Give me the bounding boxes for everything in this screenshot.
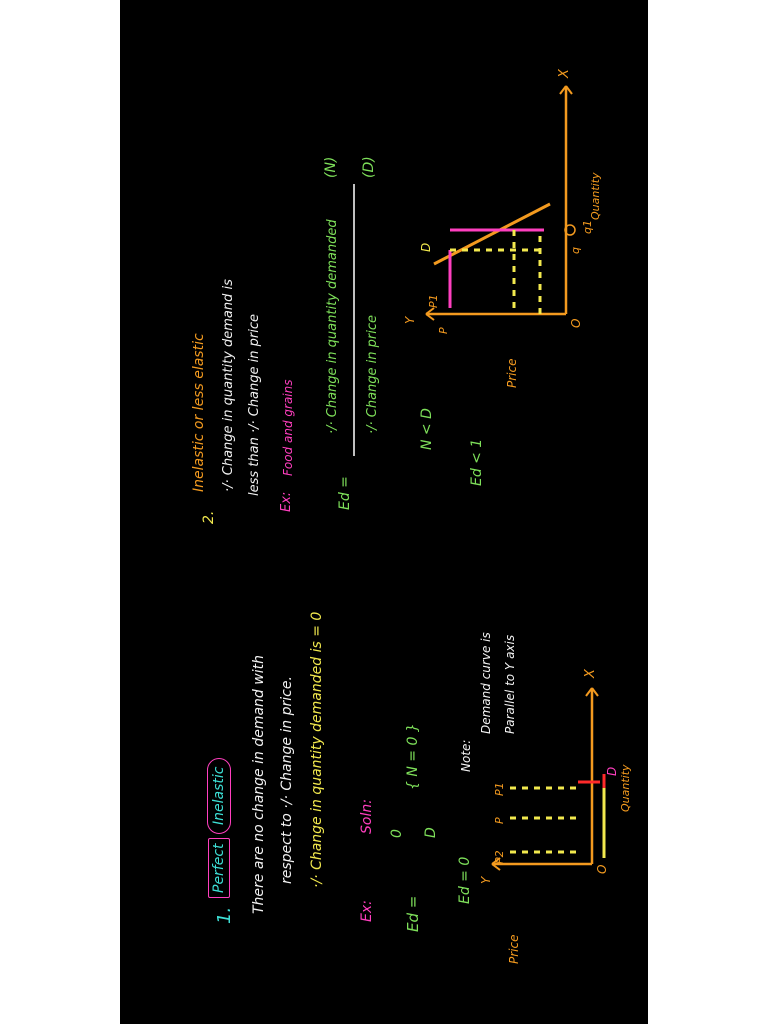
section1-ed-num: 0 bbox=[389, 829, 405, 838]
section2-number: 2. bbox=[201, 510, 217, 524]
s1-x-label: X bbox=[583, 669, 598, 678]
section2-ed-num-tag: (N) bbox=[323, 156, 339, 178]
section2-cmp1: N < D bbox=[419, 408, 435, 450]
section1-ed-lhs: Ed = bbox=[404, 895, 422, 932]
section2-cmp2: Ed < 1 bbox=[469, 438, 485, 486]
section1-ed-cond: { N = 0 } bbox=[405, 723, 421, 790]
section2-title: Inelastic or less elastic bbox=[191, 333, 207, 492]
section1-line1: There are no change in demand with bbox=[251, 655, 267, 914]
section1-line2: respect to ·/· Change in price. bbox=[279, 676, 295, 884]
s1-price-label: Price bbox=[507, 934, 521, 964]
s2-x-label: X bbox=[557, 69, 572, 78]
s1-quantity-label: Quantity bbox=[619, 764, 632, 812]
section1-number: 1. bbox=[214, 906, 235, 924]
s1-d-label: D bbox=[605, 766, 619, 776]
section1-ex-label: Ex: bbox=[359, 900, 375, 922]
s1-y-label: Y bbox=[479, 876, 493, 884]
s1-p1-label: P1 bbox=[493, 782, 506, 796]
s1-p2-label: P2 bbox=[493, 850, 506, 864]
s2-quantity-label: Quantity bbox=[589, 172, 602, 220]
section2-line2: less than ·/· Change in price bbox=[247, 314, 262, 496]
notes-board bbox=[120, 0, 648, 1024]
s2-p-label: P bbox=[437, 327, 450, 334]
section2-ed-den: ·/· Change in price bbox=[365, 314, 380, 434]
section1-ed-den: D bbox=[423, 827, 439, 838]
s2-d-label: D bbox=[419, 242, 433, 252]
section1-note-title: Note: bbox=[459, 739, 473, 772]
s2-price-label: Price bbox=[505, 358, 519, 388]
section2-graph bbox=[120, 0, 648, 1024]
section1-title-inelastic: Inelastic bbox=[207, 758, 231, 834]
section1-note-line2: Parallel to Y axis bbox=[503, 634, 517, 734]
section2-ed-lhs: Ed = bbox=[337, 476, 353, 510]
s2-origin-label: O bbox=[569, 318, 583, 328]
s2-q1-label: q1 bbox=[581, 220, 594, 234]
section2-line1: ·/· Change in quantity demand is bbox=[221, 279, 236, 492]
section1-soln-label: Soln: bbox=[359, 799, 375, 834]
s1-p-label: P bbox=[493, 817, 506, 824]
s2-y-label: Y bbox=[403, 316, 417, 324]
section2-ed-num: ·/· Change in quantity demanded bbox=[325, 219, 340, 434]
section2-ex-label: Ex: bbox=[279, 491, 294, 512]
section1-title-perfect: Perfect bbox=[208, 838, 230, 898]
section1-ed-zero: Ed = 0 bbox=[457, 856, 473, 904]
rotated-page bbox=[120, 0, 648, 1024]
section1-note-line1: Demand curve is bbox=[479, 632, 493, 734]
section1-line3: ·/· Change in quantity demanded is = 0 bbox=[309, 611, 325, 888]
s2-q-label: q bbox=[569, 247, 582, 254]
section2-ex-text: Food and grains bbox=[281, 379, 295, 476]
section2-ed-den-tag: (D) bbox=[361, 156, 377, 178]
s2-p1-label: P1 bbox=[427, 294, 440, 308]
s1-origin-label: O bbox=[595, 864, 609, 874]
